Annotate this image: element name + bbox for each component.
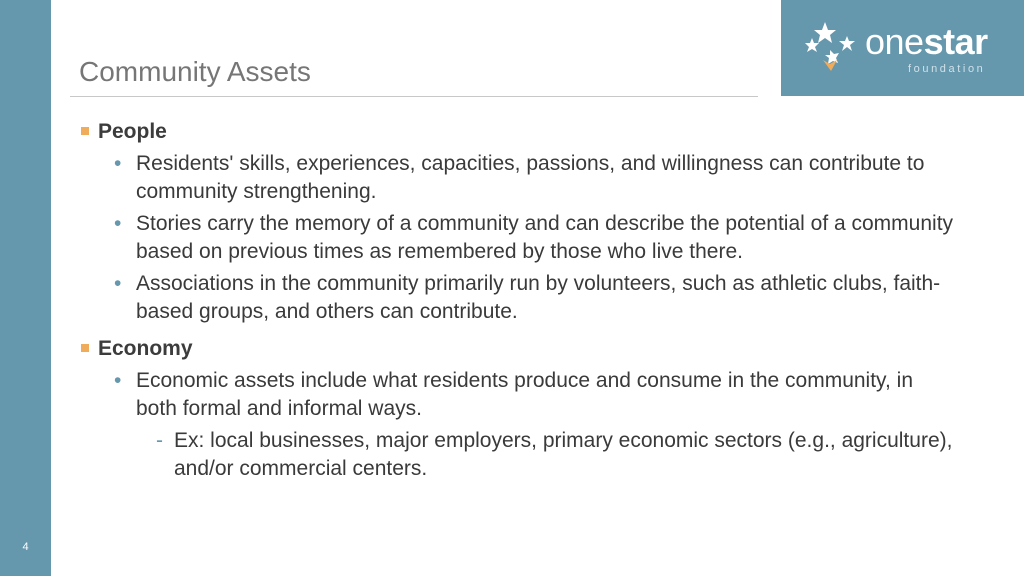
onestar-logo [781, 0, 1024, 96]
section-economy [78, 335, 958, 483]
left-sidebar-bar [0, 0, 51, 576]
list-item-text: Stories carry the memory of a community and can describe the potential of a community based on previous times as remembered by those who live there. [136, 212, 954, 263]
section-people [78, 118, 958, 326]
list-item-text: Economic assets include what residents produce and consume in the community, in both formal and informal ways. [136, 369, 914, 420]
slide-title: Community Assets [79, 56, 311, 87]
section-heading-text: People [98, 120, 167, 143]
bullet-dot-icon: • [114, 369, 122, 392]
square-bullet-icon [81, 344, 89, 352]
logo-subtitle: foundation [908, 63, 986, 75]
sub-list-item [78, 427, 958, 483]
section-heading-text: Economy [98, 337, 193, 360]
bullet-dot-icon: • [114, 152, 122, 175]
slide-content [78, 118, 958, 492]
logo-wordmark-light: one [865, 21, 924, 62]
title-divider [70, 96, 758, 97]
logo-wordmark [865, 22, 988, 62]
section-heading [78, 335, 958, 363]
star-cluster-icon [803, 20, 859, 72]
list-item [78, 150, 958, 206]
list-item-text: Residents' skills, experiences, capacities, passions, and willingness can contribute to community strengthening. [136, 152, 925, 203]
list-item-text: Associations in the community primarily run by volunteers, such as athletic clubs, faith-based groups, and others can contribute. [136, 272, 941, 323]
logo-wordmark-bold: star [923, 21, 988, 62]
list-item [78, 367, 958, 423]
sub-list-item-text: Ex: local businesses, major employers, primary economic sectors (e.g., agriculture), and/or commercial centers. [174, 429, 953, 480]
list-item [78, 270, 958, 326]
page-number: 4 [22, 541, 29, 553]
square-bullet-icon [81, 127, 89, 135]
list-item [78, 210, 958, 266]
dash-icon: - [156, 429, 163, 452]
bullet-dot-icon: • [114, 272, 122, 295]
section-heading [78, 118, 958, 146]
bullet-dot-icon: • [114, 212, 122, 235]
